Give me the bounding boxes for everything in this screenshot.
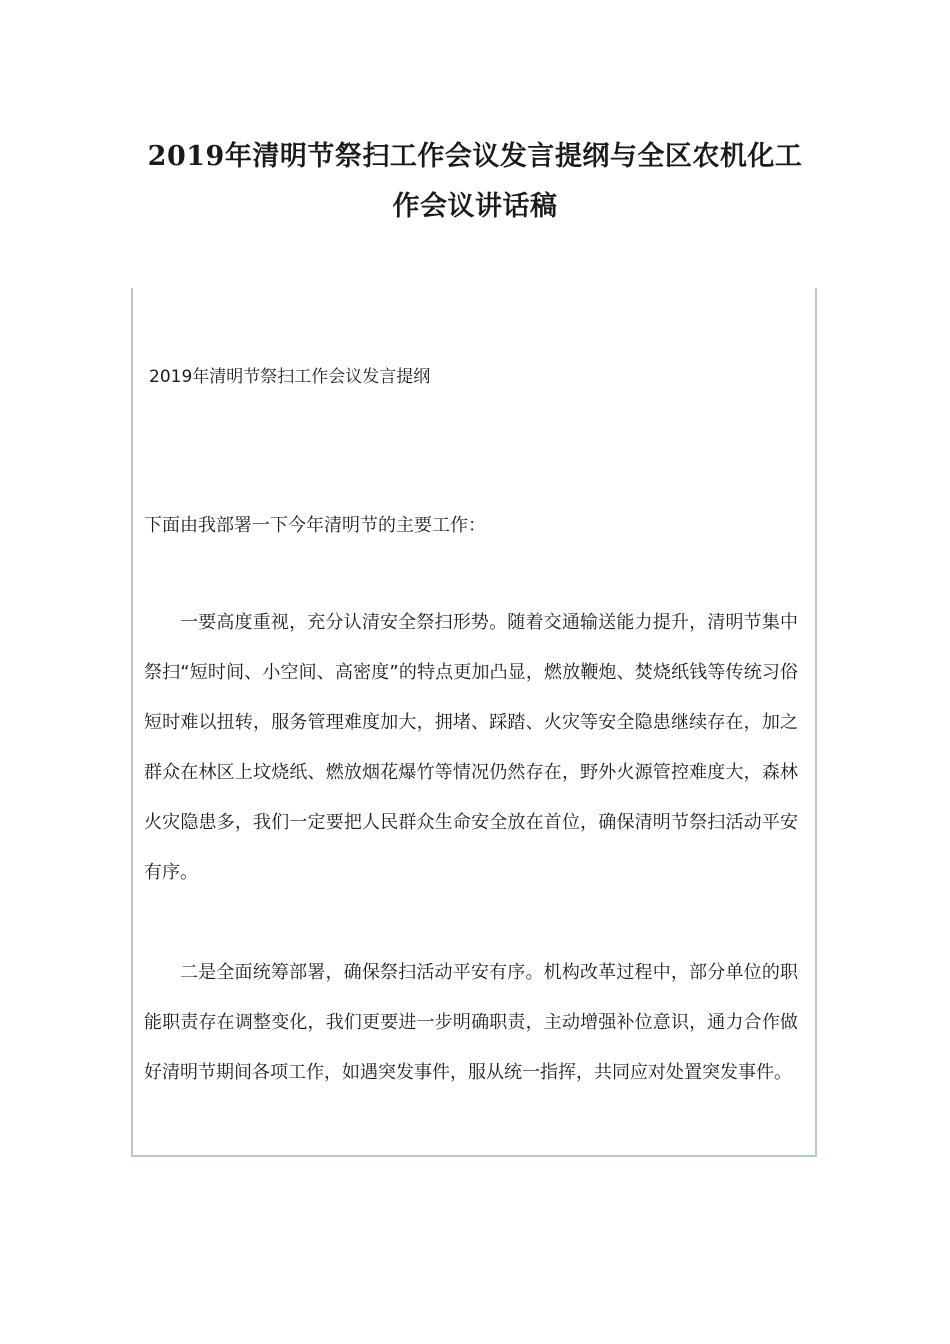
paragraph-1: 一要高度重视，充分认清安全祭扫形势。随着交通输送能力提升，清明节集中祭扫“短时间、小空间、高密度”的特点更加凸显，燃放鞭炮、焚烧纸钱等传统习俗短时难以扭转，服务管理难度加大，拥堵、踩踏、火灾等安全隐患继续存在，加之群众在林区上坟烧纸、燃放烟花爆竹等情况仍然存在，野外火源管控难度大，森林火灾隐患多，我们一定要把人民群众生命安全放在首位，确保清明节祭扫活动平安有序。: [144, 612, 798, 883]
paragraph-2: 二是全面统筹部署，确保祭扫活动平安有序。机构改革过程中，部分单位的职能职责存在调整变化，我们更要进一步明确职责，主动增强补位意识，通力合作做好清明节期间各项工作，如遇突发事件，服从统一指挥，共同应对处置突发事件。: [144, 962, 798, 1083]
section-subtitle: 2019年清明节祭扫工作会议发言提纲: [149, 367, 431, 387]
document-title: 2019年清明节祭扫工作会议发言提纲与全区农机化工作会议讲话稿: [147, 141, 803, 222]
intro-text: 下面由我部署一下今年清明节的主要工作：: [144, 515, 486, 536]
